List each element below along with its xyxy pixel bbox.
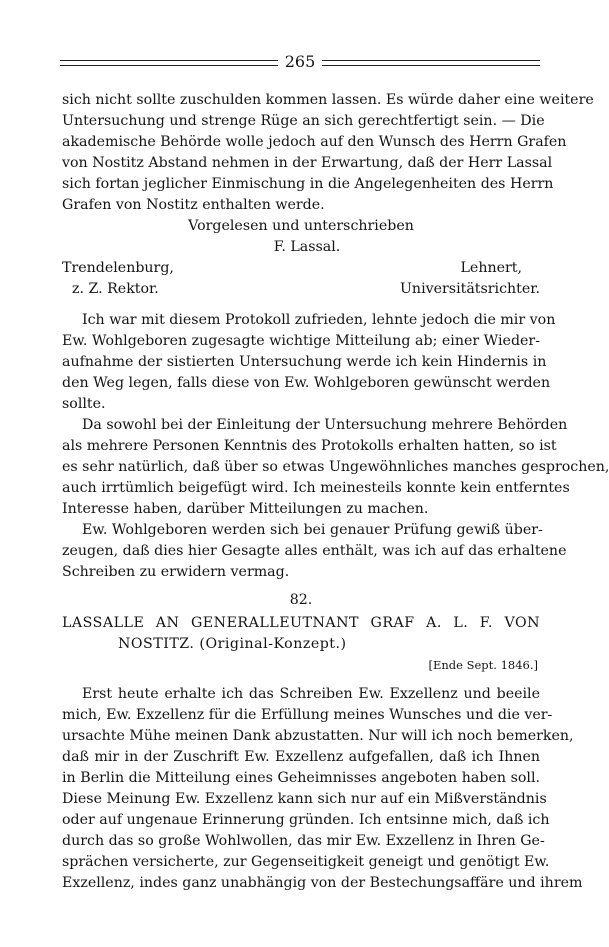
text-line: sollte. bbox=[62, 396, 106, 412]
text-line: durch das so große Wohlwollen, das mir Ew. Exzellenz in Ihren Ge- bbox=[62, 833, 545, 849]
text-line: von Nostitz Abstand nehmen in der Erwartung, daß der Herr Lassal bbox=[62, 155, 553, 171]
letter-heading-cont: NOSTITZ. (Original-Konzept.) bbox=[118, 636, 347, 652]
text-line: Interesse haben, darüber Mitteilungen zu machen. bbox=[62, 501, 429, 517]
read-and-signed: Vorgelesen und unterschrieben bbox=[188, 218, 414, 234]
text-line: Untersuchung und strenge Rüge an sich gerechtfertigt sein. — Die bbox=[62, 113, 545, 129]
signature-left-title: z. Z. Rektor. bbox=[72, 281, 159, 297]
text-line: auch irrtümlich beigefügt wird. Ich meinesteils konnte kein entferntes bbox=[62, 480, 570, 496]
text-line: Exzellenz, indes ganz unabhängig von der Bestechungsaffäre und ihrem bbox=[62, 875, 583, 891]
text-line: Ew. Wohlgeboren zugesagte wichtige Mitteilung ab; einer Wieder- bbox=[62, 333, 540, 349]
text-line: Schreiben zu erwidern vermag. bbox=[62, 564, 290, 580]
text-line: sich nicht sollte zuschulden kommen lassen. Es würde daher eine weitere bbox=[62, 92, 594, 108]
text-line: daß mir in der Zuschrift Ew. Exzellenz aufgefallen, daß ich Ihnen bbox=[62, 749, 540, 765]
text-line: sich fortan jeglicher Einmischung in die Angelegenheiten des Herrn bbox=[62, 176, 554, 192]
header-rule-left bbox=[60, 60, 278, 66]
text-line: akademische Behörde wolle jedoch auf den Wunsch des Herrn Grafen bbox=[62, 134, 567, 150]
text-line: den Weg legen, falls diese von Ew. Wohlgeboren gewünscht werden bbox=[62, 375, 551, 391]
signature-left-name: Trendelenburg, bbox=[62, 260, 174, 276]
text-line: in Berlin die Mitteilung eines Geheimnisses angeboten haben soll. bbox=[62, 770, 540, 786]
text-line: aufnahme der sistierten Untersuchung werde ich kein Hindernis in bbox=[62, 354, 547, 370]
text-line: Diese Meinung Ew. Exzellenz kann sich nur auf ein Mißverständnis bbox=[62, 791, 547, 807]
letter-date: [Ende Sept. 1846.] bbox=[428, 658, 538, 672]
signature-right-name: Lehnert, bbox=[460, 260, 522, 276]
signer-name: F. Lassal. bbox=[273, 239, 341, 255]
page-number: 265 bbox=[284, 52, 316, 71]
text-line: Grafen von Nostitz enthalten werde. bbox=[62, 197, 325, 213]
text-line: als mehrere Personen Kenntnis des Protokolls erhalten hatten, so ist bbox=[62, 438, 557, 454]
text-line: sprächen versicherte, zur Gegenseitigkeit geneigt und genötigt Ew. bbox=[62, 854, 550, 870]
signature-right-title: Universitätsrichter. bbox=[399, 281, 540, 297]
text-line: ursachte Mühe meinen Dank abzustatten. Nur will ich noch bemerken, bbox=[62, 728, 574, 744]
text-line: zeugen, daß dies hier Gesagte alles enthält, was ich auf das erhaltene bbox=[62, 543, 567, 559]
text-line: oder auf ungenaue Erinnerung gründen. Ich entsinne mich, daß ich bbox=[62, 812, 550, 828]
text-line: es sehr natürlich, daß über so etwas Ungewöhnliches manches gesprochen, bbox=[62, 459, 609, 475]
letter-number: 82. bbox=[289, 592, 313, 608]
text-line: Erst heute erhalte ich das Schreiben Ew. Exzellenz und beeile bbox=[82, 686, 540, 702]
text-line: Ich war mit diesem Protokoll zufrieden, lehnte jedoch die mir von bbox=[82, 312, 556, 328]
text-line: mich, Ew. Exzellenz für die Erfüllung meines Wunsches und die ver- bbox=[62, 707, 553, 723]
header-rule-right bbox=[322, 60, 540, 66]
page-header bbox=[60, 50, 540, 74]
text-line: Ew. Wohlgeboren werden sich bei genauer Prüfung gewiß über- bbox=[82, 522, 543, 538]
letter-heading: LASSALLE AN GENERALLEUTNANT GRAF A. L. F. VON bbox=[62, 615, 540, 631]
text-line: Da sowohl bei der Einleitung der Untersuchung mehrere Behörden bbox=[82, 417, 568, 433]
